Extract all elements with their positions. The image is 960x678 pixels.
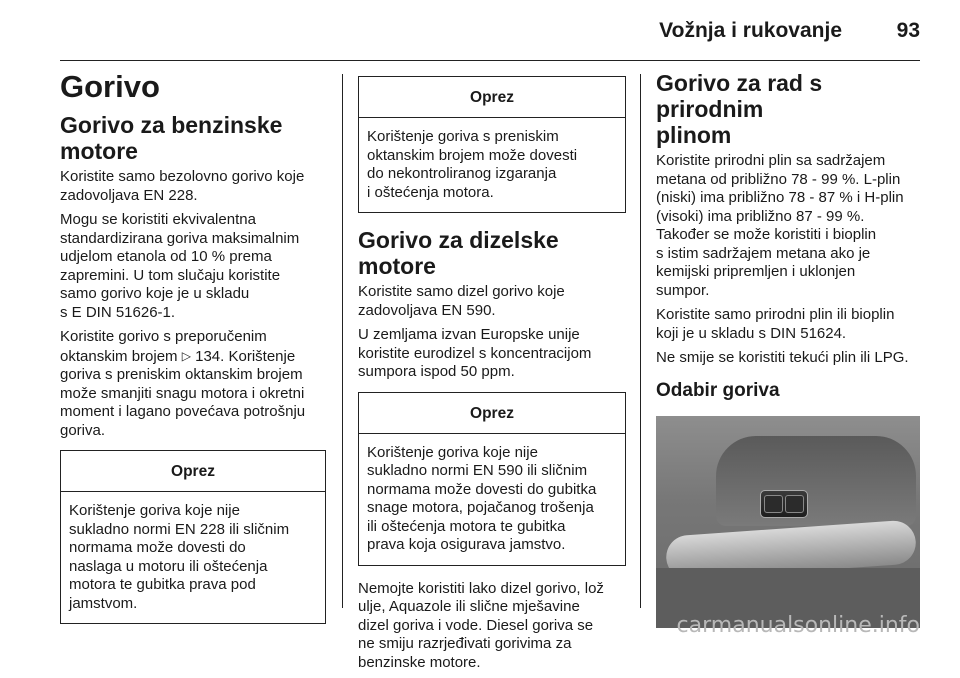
caution-box-title: Oprez [359,77,625,118]
switch-button-left [764,495,783,513]
watermark: carmanualsonline.info [676,613,920,638]
column-divider-1 [342,74,343,608]
caution-box-text: Korištenje goriva koje nije sukladno normi EN 228 ili sličnim normama može dovesti do naslaga u motoru ili oštećenja motora te gubitka prava pod jamstvom. [69,502,290,612]
paragraph-gas-1: Koristite prirodni plin sa sadržajem metana od približno 78 - 99 %. L-plin (niski) ima približno 78 - 87 % i H-plin (visoki) ima približno 87 - 99 %. Također se može koristiti i bioplin s istim sadržajem metana ako je kemijski pripremljen i uklonjen sumpor. [656,152,904,299]
fuel-selector-photo [656,416,920,628]
heading-diesel: Gorivo za dizelske motore [358,227,559,279]
page-header [0,0,960,60]
heading-natural-gas: Gorivo za rad s prirodnim plinom [656,70,823,148]
caution-box-petrol [60,450,326,624]
fuel-selector-switch-icon [760,490,808,518]
column-divider-2 [640,74,641,608]
paragraph-diesel-3: Nemojte koristiti lako dizel gorivo, lož ulje, Aquazole ili slične mješavine dizel goriva i vode. Diesel goriva se ne smiju razrjeđivati gorivima za benzinske motore. [358,579,604,671]
paragraph-gas-3: Ne smije se koristiti tekući plin ili LPG. [656,349,909,366]
paragraph-diesel-1: Koristite samo dizel gorivo koje zadovoljava EN 590. [358,283,565,319]
caution-box-text: Korištenje goriva s preniskim oktanskim brojem može dovesti do nekontroliranog izgaranja i oštećenja motora. [367,128,578,201]
switch-button-right [785,495,804,513]
paragraph-petrol-1: Koristite samo bezolovno gorivo koje zadovoljava EN 228. [60,168,305,204]
heading-petrol: Gorivo za benzinske motore [60,112,283,164]
header-divider [60,60,920,61]
page-number: 93 [896,19,920,42]
heading-gorivo: Gorivo [60,69,160,104]
caution-box-text: Korištenje goriva koje nije sukladno normi EN 590 ili sličnim normama može dovesti do gubitka snage motora, pojačanog trošenja ili oštećenja motora te gubitka prava koja osigurava jamstvo. [367,443,597,553]
paragraph-gas-2: Koristite samo prirodni plin ili bioplin koji je u skladu s DIN 51624. [656,306,895,342]
paragraph-petrol-3 [60,328,326,440]
paragraph-diesel-2: U zemljama izvan Europske unije koristite eurodizel s koncentracijom sumpora ispod 50 ppm. [358,326,592,380]
section-title: Vožnja i rukovanje [659,19,842,42]
paragraph-petrol-2: Mogu se koristiti ekvivalentna standardizirana goriva maksimalnim udjelom etanola od 10 % prema zapremini. U tom slučaju koristite samo gorivo koje je u skladu s E DIN 51626-1. [60,211,300,321]
paragraph-petrol-3b: 134. Korištenje goriva s preniskim oktanskim brojem može smanjiti snagu motora i okretni moment i lagano povećava potrošnju goriva. [60,347,306,439]
caution-box-octane [358,76,626,213]
caution-box-title: Oprez [359,393,625,434]
center-console [716,436,916,526]
caution-box-title: Oprez [61,451,325,492]
page-reference-icon[interactable]: ▷ [181,348,191,363]
column-middle [358,78,626,678]
column-left [60,70,326,638]
column-right [656,70,924,628]
heading-fuel-selection: Odabir goriva [656,379,780,401]
caution-box-diesel [358,392,626,566]
paragraph-petrol-3a: Koristite gorivo s preporučenim oktanskim brojem [60,328,267,365]
